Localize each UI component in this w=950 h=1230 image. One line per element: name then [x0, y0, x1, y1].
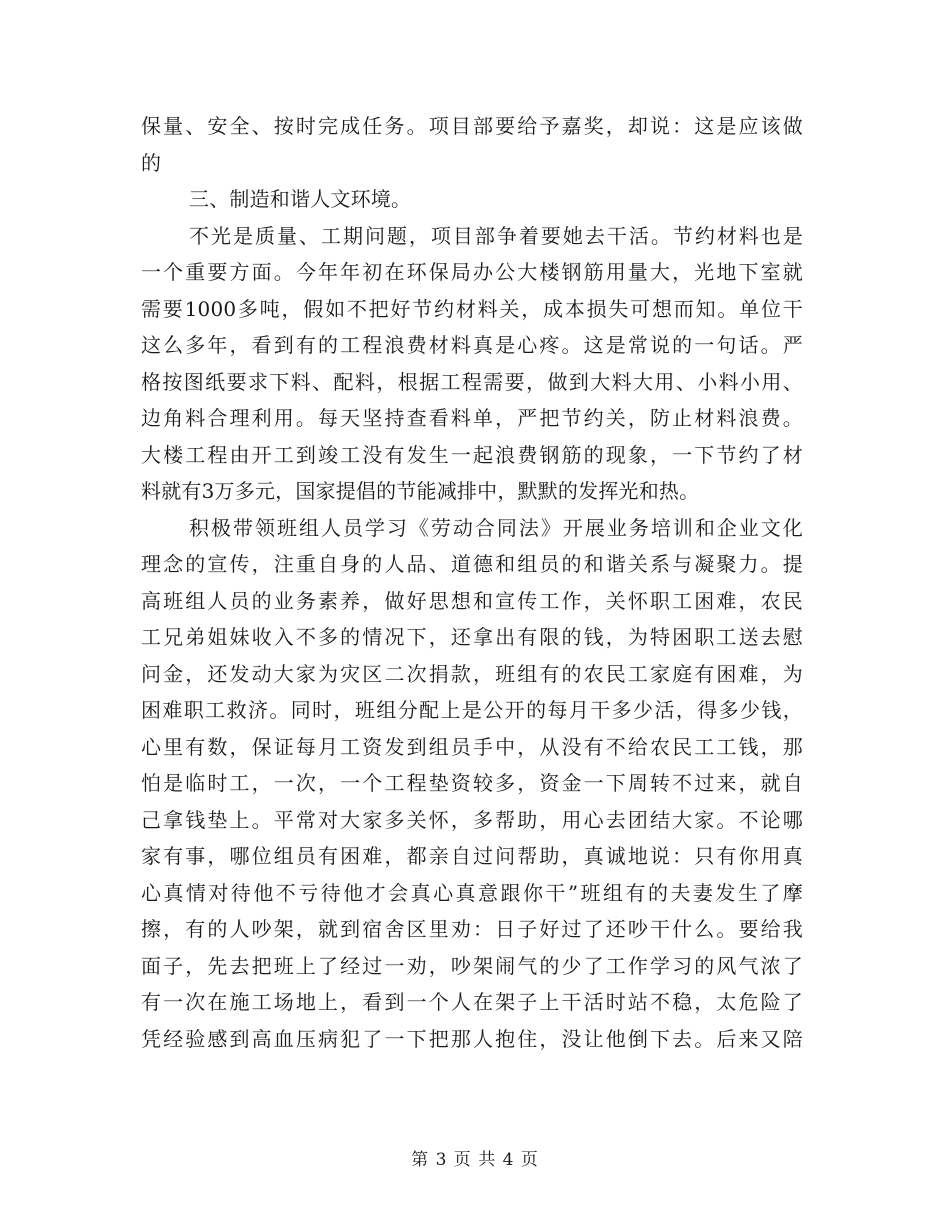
- text-line: 面子，先去把班上了经过一劝，吵架闹气的少了工作学习的风气浓了: [141, 953, 803, 978]
- text-line: 积极带领班组人员学习《劳动合同法》开展业务培训和企业文化: [189, 515, 803, 540]
- text-line: 工兄弟姐妹收入不多的情况下，还拿出有限的钱，为特困职工送去慰: [141, 625, 803, 649]
- section-heading: 三、制造和谐人文环境。: [189, 187, 412, 211]
- text-line: 的: [141, 150, 162, 175]
- text-line: 怕是临时工，一次，一个工程垫资较多，资金一下周转不过来，就自: [141, 771, 803, 795]
- text-line: 己拿钱垫上。平常对大家多关怀，多帮助，用心去团结大家。不论哪: [141, 807, 803, 832]
- text-line: 需要1000多吨，假如不把好节约材料关，成本损失可想而知。单位干: [141, 296, 803, 321]
- text-line: 有一次在施工场地上，看到一个人在架子上干活时站不稳，太危险了: [141, 990, 803, 1014]
- text-line: 格按图纸要求下料、配料，根据工程需要，做到大料大用、小料小用、: [141, 369, 803, 394]
- text-line: 料就有3万多元，国家提倡的节能减排中，默默的发挥光和热。: [141, 479, 700, 503]
- text-line: 困难职工救济。同时，班组分配上是公开的每月干多少活，得多少钱，: [141, 698, 803, 722]
- text-line: 家有事，哪位组员有困难，都亲自过问帮助，真诚地说：只有你用真: [141, 844, 803, 868]
- text-line: 凭经验感到高血压病犯了一下把那人抱住，没让他倒下去。后来又陪: [141, 1026, 803, 1051]
- text-line: 这么多年，看到有的工程浪费材料真是心疼。这是常说的一句话。严: [141, 333, 803, 357]
- document-body: [141, 108, 803, 1057]
- text-line: 问金，还发动大家为灾区二次捐款，班组有的农民工家庭有困难，为: [141, 661, 803, 686]
- text-line: 保量、安全、按时完成任务。项目部要给予嘉奖，却说：这是应该做: [141, 114, 803, 138]
- text-line: 理念的宣传，注重自身的人品、道德和组员的和谐关系与凝聚力。提: [141, 552, 803, 576]
- text-line: 心真情对待他不亏待他才会真心真意跟你干”班组有的夫妻发生了摩: [141, 880, 803, 905]
- text-line: 边角料合理利用。每天坚持查看料单，严把节约关，防止材料浪费。: [141, 406, 803, 430]
- page-number-footer: 第 3 页 共 4 页: [411, 1150, 539, 1170]
- text-line: 一个重要方面。今年年初在环保局办公大楼钢筋用量大，光地下室就: [141, 260, 803, 284]
- text-line: 不光是质量、工期问题，项目部争着要她去干活。节约材料也是: [189, 223, 803, 248]
- text-line: 擦，有的人吵架，就到宿舍区里劝：日子好过了还吵干什么。要给我: [141, 917, 803, 941]
- text-line: 心里有数，保证每月工资发到组员手中，从没有不给农民工工钱，那: [141, 734, 803, 759]
- text-line: 高班组人员的业务素养，做好思想和宣传工作，关怀职工困难，农民: [141, 588, 803, 613]
- text-line: 大楼工程由开工到竣工没有发生一起浪费钢筋的现象，一下节约了材: [141, 442, 803, 467]
